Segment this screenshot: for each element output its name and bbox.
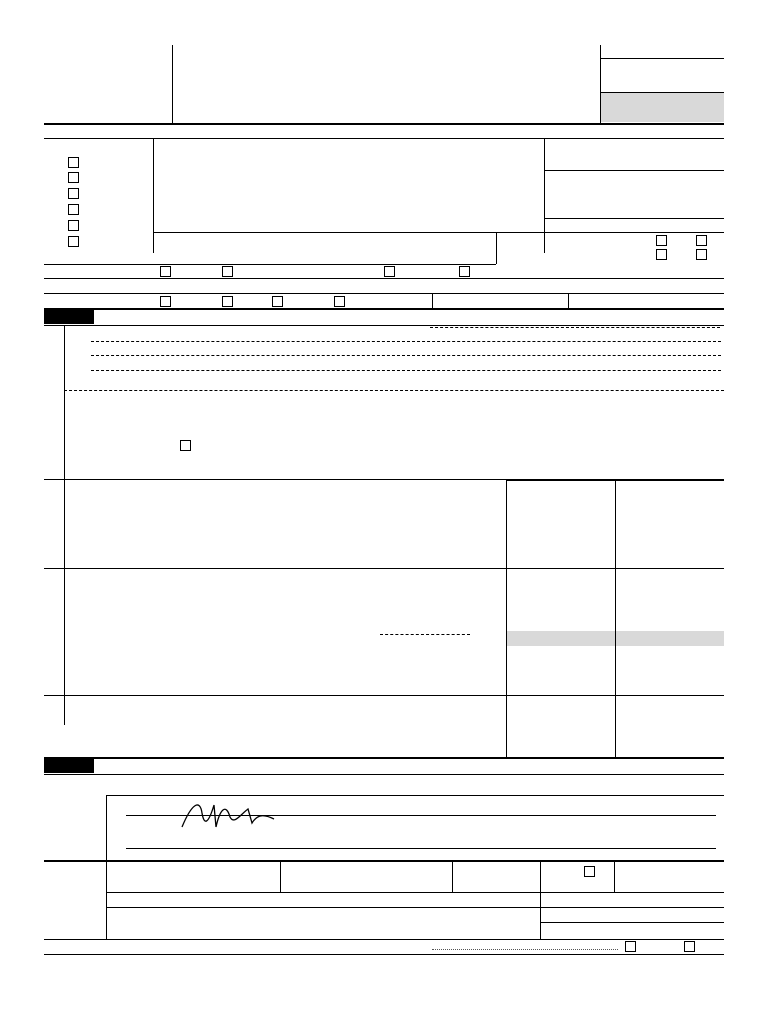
mission-line2 — [91, 341, 721, 342]
discuss-no-checkbox[interactable] — [684, 941, 695, 952]
trust-checkbox[interactable] — [222, 296, 233, 307]
name-change-checkbox[interactable] — [68, 172, 79, 183]
corporation-checkbox[interactable] — [160, 296, 171, 307]
mission-line3 — [91, 355, 721, 356]
ha-yes-checkbox[interactable] — [656, 235, 667, 246]
status-501c-checkbox[interactable] — [222, 266, 233, 277]
line16b-value — [380, 634, 470, 635]
final-return-checkbox[interactable] — [68, 204, 79, 215]
hb-no-checkbox[interactable] — [696, 249, 707, 260]
status-527-checkbox[interactable] — [459, 266, 470, 277]
application-pending-checkbox[interactable] — [68, 236, 79, 247]
self-employed-checkbox[interactable] — [584, 866, 595, 877]
amended-return-checkbox[interactable] — [68, 220, 79, 231]
discontinued-checkbox[interactable] — [180, 440, 191, 451]
hb-yes-checkbox[interactable] — [656, 249, 667, 260]
ha-no-checkbox[interactable] — [696, 235, 707, 246]
other-checkbox[interactable] — [334, 296, 345, 307]
status-501c3-checkbox[interactable] — [160, 266, 171, 277]
discuss-yes-checkbox[interactable] — [625, 941, 636, 952]
association-checkbox[interactable] — [272, 296, 283, 307]
part2-label — [44, 759, 94, 773]
address-change-checkbox[interactable] — [68, 157, 79, 168]
status-4947-checkbox[interactable] — [384, 266, 395, 277]
part1-label — [44, 310, 94, 324]
mission-line1 — [430, 327, 720, 328]
initial-return-checkbox[interactable] — [68, 188, 79, 199]
